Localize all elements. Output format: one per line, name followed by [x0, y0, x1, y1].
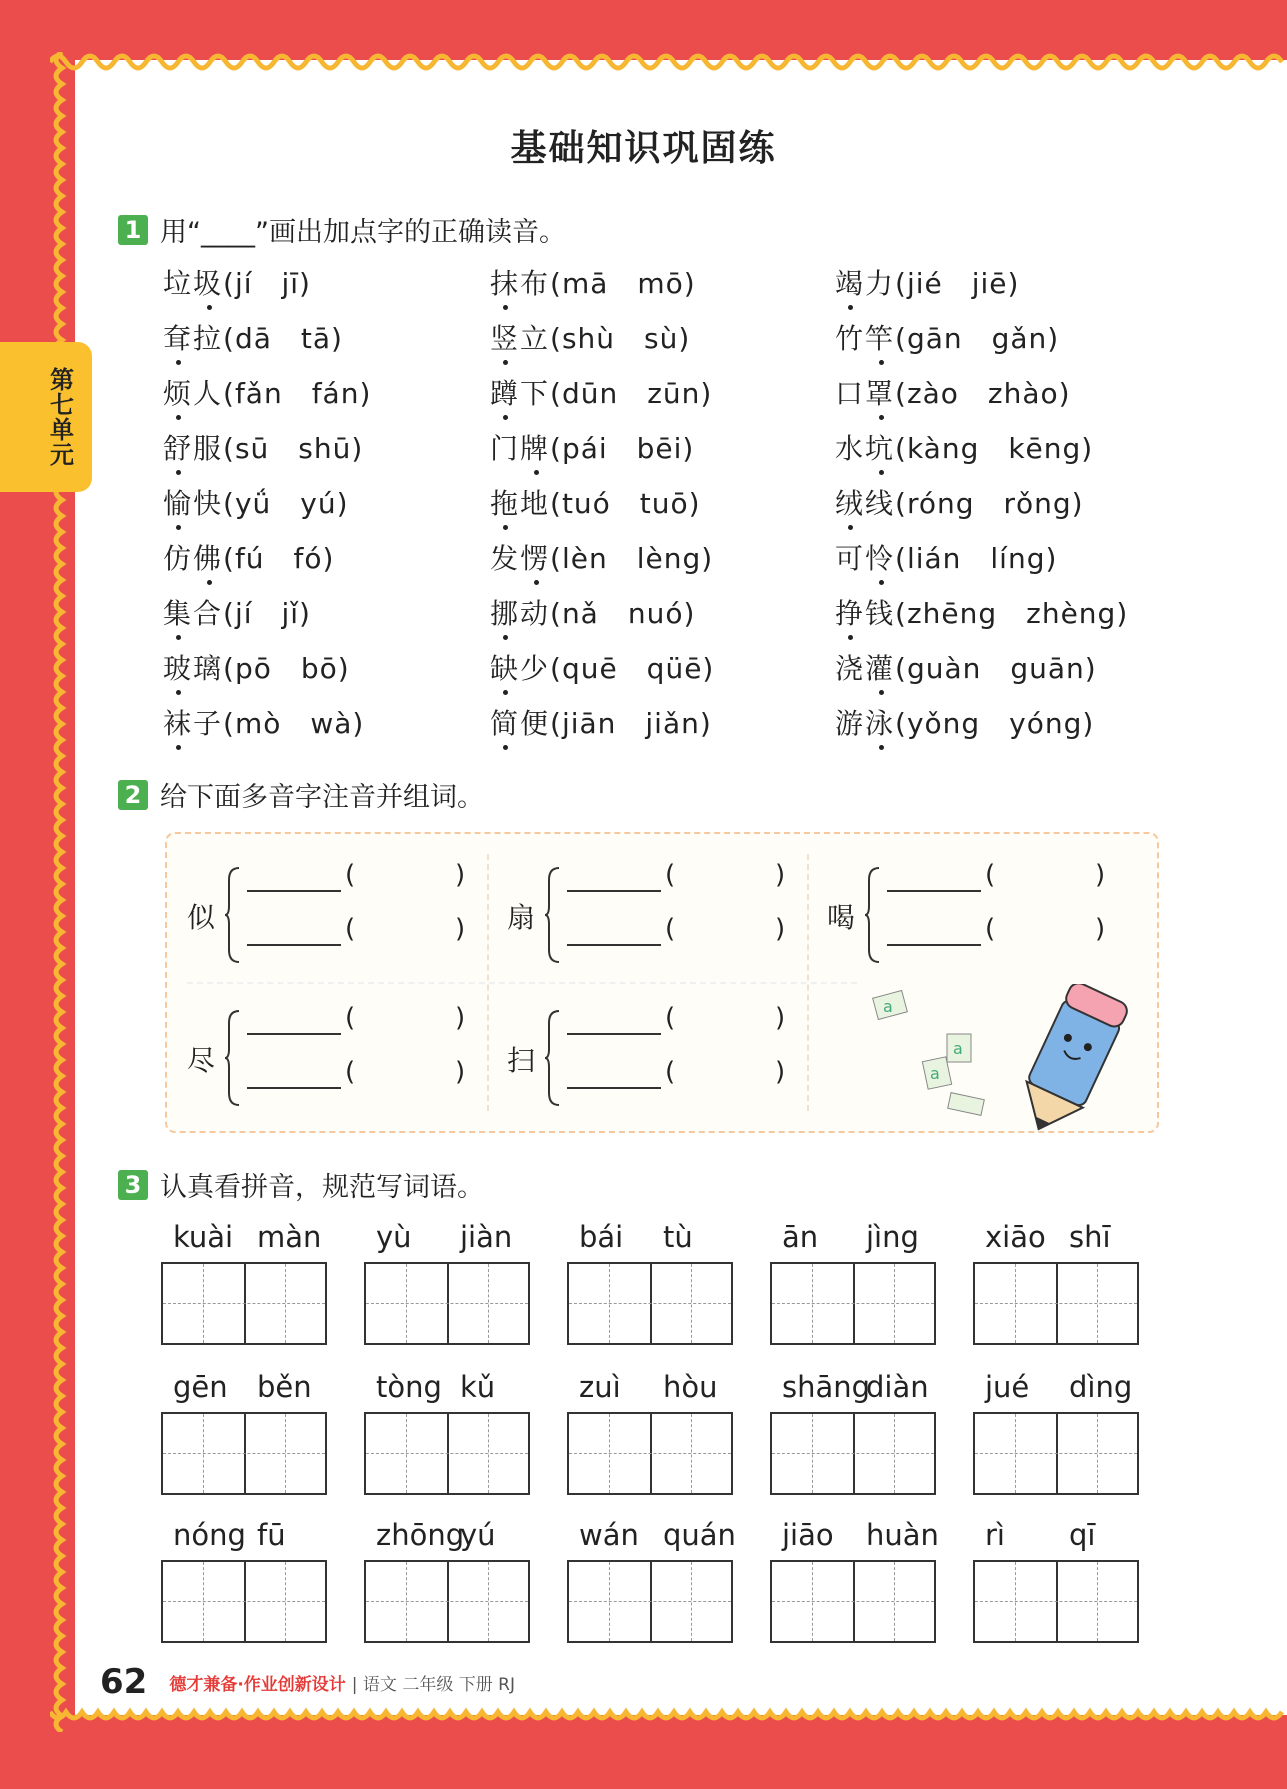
q1-item: [163, 537, 334, 577]
pinyin-paren-close: ): [1095, 914, 1106, 944]
q1-item: [490, 372, 712, 412]
pinyin-paren-open: (: [345, 1003, 356, 1033]
q2-instruction: 给下面多音字注音并组词。: [160, 782, 484, 813]
emphasis-dot: [879, 745, 884, 750]
q2-char: 扫: [507, 1044, 536, 1077]
page-footer: [100, 1662, 515, 1702]
q1-pinyin-options[interactable]: (yǒng yóng): [895, 707, 1095, 740]
divider: [187, 982, 857, 984]
pinyin-paren-close: ): [775, 1003, 786, 1033]
tianzige-writing-box[interactable]: [567, 1560, 733, 1643]
pinyin-syllable: jìng: [866, 1220, 919, 1254]
q1-item: [490, 647, 714, 687]
q1-word: 水坑: [835, 432, 896, 465]
pinyin-paren-close: ): [1095, 860, 1106, 890]
tianzige-writing-box[interactable]: [161, 1262, 327, 1345]
wavy-border-top: [50, 44, 1287, 74]
q1-item: [490, 537, 713, 577]
tianzige-writing-box[interactable]: [161, 1560, 327, 1643]
q1-word: 玻璃: [163, 652, 224, 685]
q1-word: 门牌: [490, 432, 551, 465]
q1-pinyin-options[interactable]: (dūn zūn): [550, 377, 713, 410]
q1-pinyin-options[interactable]: (jí jǐ): [223, 597, 311, 630]
answer-blank[interactable]: [887, 944, 981, 946]
brace-icon: [225, 1009, 241, 1107]
answer-blank[interactable]: [887, 890, 981, 892]
brace-icon: [545, 866, 561, 964]
pinyin-syllable: zuì: [579, 1370, 621, 1404]
pinyin-paren-open: (: [345, 860, 356, 890]
tianzige-writing-box[interactable]: [770, 1560, 936, 1643]
q1-pinyin-options[interactable]: (lián líng): [895, 542, 1058, 575]
q1-pinyin-options[interactable]: (fǎn fán): [223, 377, 372, 410]
pinyin-paren-close: ): [775, 1057, 786, 1087]
q1-pinyin-options[interactable]: (pái bēi): [550, 432, 695, 465]
pinyin-syllable: shī: [1069, 1220, 1111, 1254]
q2-char: 喝: [827, 901, 856, 934]
tianzige-writing-box[interactable]: [161, 1412, 327, 1495]
emphasis-dot: [848, 525, 853, 530]
tianzige-writing-box[interactable]: [567, 1262, 733, 1345]
answer-blank[interactable]: [567, 1033, 661, 1035]
emphasis-dot: [176, 470, 181, 475]
q2-answer-box: [165, 832, 1159, 1133]
answer-blank[interactable]: [247, 890, 341, 892]
wavy-border-bottom: [50, 1700, 1287, 1730]
q1-pinyin-options[interactable]: (zào zhào): [895, 377, 1071, 410]
pinyin-syllable: zhōng: [376, 1518, 465, 1552]
pinyin-syllable: dìng: [1069, 1370, 1133, 1404]
brace-icon: [225, 866, 241, 964]
q1-pinyin-options[interactable]: (lèn lèng): [550, 542, 714, 575]
q1-word: 拖地: [490, 487, 551, 520]
brace-icon: [865, 866, 881, 964]
q1-item: [490, 592, 695, 632]
tianzige-writing-box[interactable]: [364, 1262, 530, 1345]
answer-blank[interactable]: [567, 890, 661, 892]
q1-item: [490, 482, 701, 522]
q3-instruction: 认真看拼音，规范写词语。: [160, 1172, 484, 1203]
emphasis-dot: [176, 690, 181, 695]
pinyin-syllable: huàn: [866, 1518, 939, 1552]
q1-word: 绒线: [835, 487, 896, 520]
emphasis-dot: [534, 580, 539, 585]
q1-pinyin-options[interactable]: (pō bō): [223, 652, 350, 685]
q1-word: 游泳: [835, 707, 896, 740]
emphasis-dot: [176, 525, 181, 530]
q1-word: 发愣: [490, 542, 551, 575]
q1-word: 简便: [490, 707, 551, 740]
pinyin-syllable: tù: [663, 1220, 693, 1254]
pinyin-syllable: jiàn: [460, 1220, 513, 1254]
emphasis-dot: [503, 415, 508, 420]
q1-word: 竭力: [835, 267, 896, 300]
q1-pinyin-options[interactable]: (kàng kēng): [895, 432, 1094, 465]
emphasis-dot: [503, 745, 508, 750]
q2-char: 扇: [507, 901, 536, 934]
q1-item: [835, 262, 1019, 302]
q1-word: 袜子: [163, 707, 224, 740]
pinyin-paren-close: ): [775, 914, 786, 944]
emphasis-dot: [503, 360, 508, 365]
emphasis-dot: [848, 305, 853, 310]
pinyin-paren-open: (: [665, 860, 676, 890]
pinyin-syllable: kǔ: [460, 1370, 496, 1404]
pinyin-syllable: kuài: [173, 1220, 234, 1254]
q1-pinyin-options[interactable]: (shù sù): [550, 322, 691, 355]
page-title: 基础知识巩固练: [510, 128, 777, 169]
pinyin-paren-close: ): [775, 860, 786, 890]
q1-pinyin-options[interactable]: (nǎ nuó): [550, 597, 696, 630]
tianzige-writing-box[interactable]: [770, 1412, 936, 1495]
q2-polyphone-cell: [487, 844, 787, 974]
q1-word: 竖立: [490, 322, 551, 355]
pinyin-syllable: yù: [376, 1220, 412, 1254]
pinyin-syllable: xiāo: [985, 1220, 1046, 1254]
q1-item: [490, 427, 694, 467]
pencil-mascot-illustration: [867, 984, 1137, 1134]
q1-pinyin-options[interactable]: (jiān jiǎn): [550, 707, 712, 740]
q1-word: 舒服: [163, 432, 224, 465]
brace-icon: [545, 1009, 561, 1107]
q1-pinyin-options[interactable]: (jí jī): [223, 267, 311, 300]
footer-book-info: | 语文 二年级 下册 RJ: [351, 1674, 515, 1695]
answer-blank[interactable]: [247, 1087, 341, 1089]
pinyin-syllable: jué: [985, 1370, 1030, 1404]
pinyin-syllable: fū: [257, 1518, 286, 1552]
q1-item: [163, 372, 371, 412]
q1-item: [835, 702, 1094, 742]
emphasis-dot: [503, 690, 508, 695]
q3-number-badge: 3: [118, 1170, 148, 1200]
pinyin-syllable: quán: [663, 1518, 736, 1552]
q1-word: 竹竿: [835, 322, 896, 355]
pinyin-syllable: nóng: [173, 1518, 246, 1552]
emphasis-dot: [879, 360, 884, 365]
q1-item: [835, 482, 1084, 522]
emphasis-dot: [879, 580, 884, 585]
q1-item: [163, 592, 311, 632]
emphasis-dot: [534, 470, 539, 475]
emphasis-dot: [503, 305, 508, 310]
svg-text:a: a: [883, 997, 893, 1016]
q1-pinyin-options[interactable]: (guàn guān): [895, 652, 1097, 685]
q1-item: [835, 427, 1093, 467]
q1-pinyin-options[interactable]: (tuó tuō): [550, 487, 701, 520]
unit-side-tab: 第七单元: [0, 342, 92, 492]
pinyin-syllable: rì: [985, 1518, 1005, 1552]
pinyin-syllable: màn: [257, 1220, 322, 1254]
q1-word: 仿佛: [163, 542, 224, 575]
q1-word: 愉快: [163, 487, 224, 520]
q1-word: 可怜: [835, 542, 896, 575]
tianzige-writing-box[interactable]: [364, 1412, 530, 1495]
q1-item: [163, 262, 311, 302]
pinyin-paren-close: ): [455, 914, 466, 944]
q1-item: [835, 537, 1057, 577]
q1-number-badge: 1: [118, 215, 148, 245]
q1-item: [835, 372, 1071, 412]
q1-word: 烦人: [163, 377, 224, 410]
q1-item: [835, 592, 1128, 632]
q1-item: [490, 262, 696, 302]
pinyin-paren-close: ): [455, 1003, 466, 1033]
pinyin-syllable: hòu: [663, 1370, 718, 1404]
q1-word: 口罩: [835, 377, 896, 410]
pinyin-paren-close: ): [455, 1057, 466, 1087]
tianzige-writing-box[interactable]: [770, 1262, 936, 1345]
q1-pinyin-options[interactable]: (jié jiē): [895, 267, 1020, 300]
q1-word: 集合: [163, 597, 224, 630]
q1-item: [490, 317, 690, 357]
pinyin-syllable: wán: [579, 1518, 639, 1552]
emphasis-dot: [207, 305, 212, 310]
q1-pinyin-options[interactable]: (róng rǒng): [895, 487, 1084, 520]
q2-char: 尽: [187, 1044, 216, 1077]
pinyin-syllable: yú: [460, 1518, 496, 1552]
q1-pinyin-options[interactable]: (yǘ yú): [223, 487, 349, 520]
q1-pinyin-options[interactable]: (gān gǎn): [895, 322, 1060, 355]
pinyin-paren-open: (: [985, 914, 996, 944]
answer-blank[interactable]: [567, 1087, 661, 1089]
page-number: 62: [100, 1662, 148, 1702]
emphasis-dot: [848, 635, 853, 640]
q2-heading: [118, 775, 484, 814]
tianzige-writing-box[interactable]: [973, 1262, 1139, 1345]
q1-item: [163, 317, 343, 357]
q1-pinyin-options[interactable]: (sū shū): [223, 432, 364, 465]
pinyin-syllable: gēn: [173, 1370, 228, 1404]
pinyin-syllable: běn: [257, 1370, 312, 1404]
footer-brand: 德才兼备·作业创新设计: [169, 1674, 346, 1695]
q1-item: [835, 647, 1097, 687]
q1-word: 蹲下: [490, 377, 551, 410]
q2-polyphone-cell: [487, 987, 787, 1117]
pinyin-syllable: tòng: [376, 1370, 442, 1404]
q1-word: 挪动: [490, 597, 551, 630]
q2-char: 似: [187, 901, 216, 934]
q1-word: 浇灌: [835, 652, 896, 685]
pinyin-paren-open: (: [665, 1057, 676, 1087]
svg-text:a: a: [953, 1039, 963, 1058]
emphasis-dot: [879, 415, 884, 420]
q1-item: [490, 702, 712, 742]
pinyin-syllable: jiāo: [782, 1518, 834, 1552]
pinyin-paren-open: (: [985, 860, 996, 890]
emphasis-dot: [207, 580, 212, 585]
pinyin-paren-open: (: [665, 914, 676, 944]
svg-text:a: a: [930, 1064, 940, 1083]
pinyin-paren-open: (: [345, 1057, 356, 1087]
answer-blank[interactable]: [567, 944, 661, 946]
q1-item: [835, 317, 1059, 357]
q1-instruction: 用“____”画出加点字的正确读音。: [160, 217, 566, 248]
q2-polyphone-cell: [807, 844, 1107, 974]
tianzige-writing-box[interactable]: [973, 1412, 1139, 1495]
pinyin-syllable: diàn: [866, 1370, 929, 1404]
q1-word: 垃圾: [163, 267, 224, 300]
q2-polyphone-cell: [167, 844, 467, 974]
emphasis-dot: [176, 360, 181, 365]
tianzige-writing-box[interactable]: [364, 1560, 530, 1643]
tianzige-writing-box[interactable]: [973, 1560, 1139, 1643]
pinyin-paren-open: (: [345, 914, 356, 944]
emphasis-dot: [176, 635, 181, 640]
q1-word: 缺少: [490, 652, 551, 685]
q1-pinyin-options[interactable]: (quē qüē): [550, 652, 715, 685]
q2-number-badge: 2: [118, 780, 148, 810]
q1-pinyin-options[interactable]: (fú fó): [223, 542, 335, 575]
q1-pinyin-options[interactable]: (mò wà): [223, 707, 365, 740]
emphasis-dot: [503, 525, 508, 530]
q1-word: 挣钱: [835, 597, 896, 630]
pinyin-syllable: ān: [782, 1220, 819, 1254]
pinyin-syllable: bái: [579, 1220, 624, 1254]
answer-blank[interactable]: [247, 1033, 341, 1035]
emphasis-dot: [176, 415, 181, 420]
q1-item: [163, 427, 363, 467]
wavy-border-left: [44, 52, 78, 1732]
q1-pinyin-options[interactable]: (dā tā): [223, 322, 343, 355]
tianzige-writing-box[interactable]: [567, 1412, 733, 1495]
q2-polyphone-cell: [167, 987, 467, 1117]
q3-heading: [118, 1165, 484, 1204]
answer-blank[interactable]: [247, 944, 341, 946]
emphasis-dot: [879, 690, 884, 695]
q1-heading: [118, 210, 566, 249]
q1-word: 耷拉: [163, 322, 224, 355]
pinyin-paren-open: (: [665, 1003, 676, 1033]
pinyin-syllable: shāng: [782, 1370, 871, 1404]
emphasis-dot: [503, 635, 508, 640]
pinyin-syllable: qī: [1069, 1518, 1096, 1552]
q1-item: [163, 482, 349, 522]
q1-word: 抹布: [490, 267, 551, 300]
pinyin-paren-close: ): [455, 860, 466, 890]
emphasis-dot: [176, 745, 181, 750]
q1-pinyin-options[interactable]: (mā mō): [550, 267, 696, 300]
q1-pinyin-options[interactable]: (zhēng zhèng): [895, 597, 1129, 630]
q1-item: [163, 702, 364, 742]
emphasis-dot: [879, 470, 884, 475]
q1-item: [163, 647, 350, 687]
